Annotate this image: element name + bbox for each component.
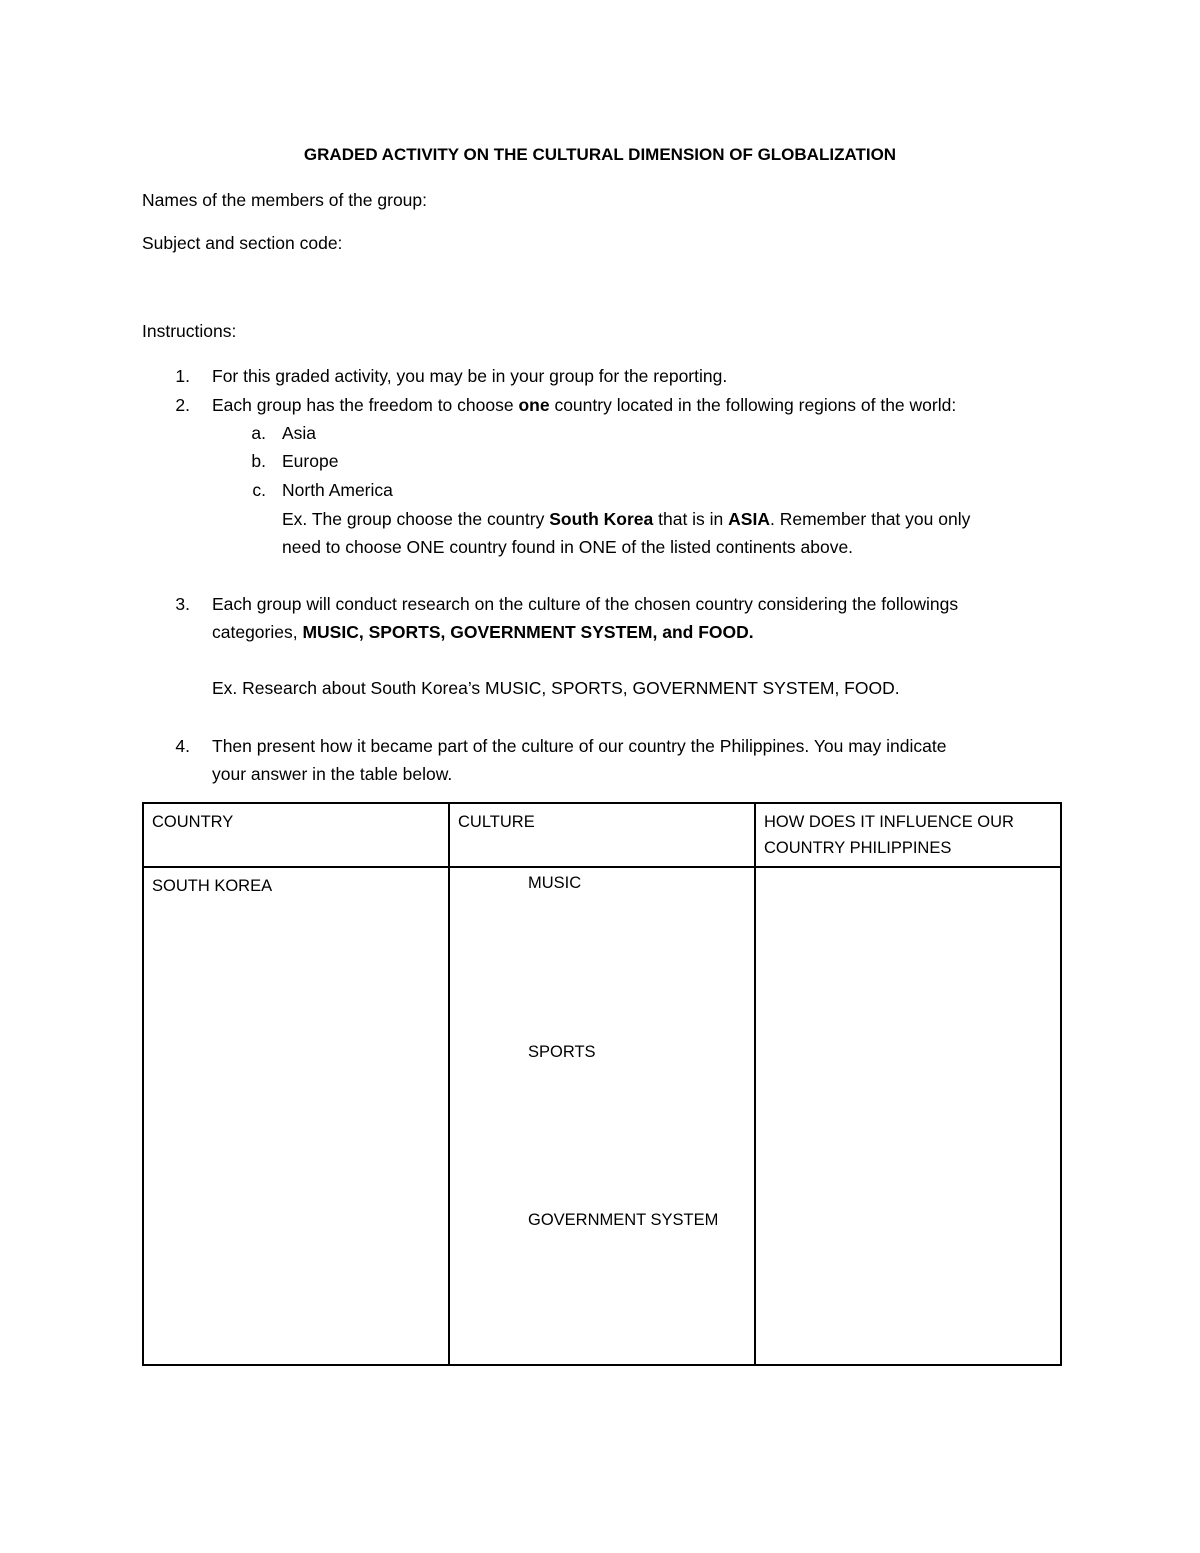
item-number: 1. xyxy=(175,366,190,386)
region-letter: a. xyxy=(251,423,266,443)
table-header-row xyxy=(143,803,1061,867)
subject-field-label: Subject and section code: xyxy=(142,233,343,253)
item-number: 3. xyxy=(175,594,190,614)
members-field-label: Names of the members of the group: xyxy=(142,190,427,210)
region-name: North America xyxy=(282,480,393,500)
item-text-line2: categories, MUSIC, SPORTS, GOVERNMENT SYSTEM, and FOOD. xyxy=(212,622,754,642)
item-text: Then present how it became part of the culture of our country the Philippines. You may indicate xyxy=(212,736,947,756)
culture-item-music: MUSIC xyxy=(528,874,582,892)
item-number: 2. xyxy=(175,395,190,415)
influence-cell xyxy=(755,867,1061,1365)
table-row xyxy=(143,867,1061,1365)
culture-item-government: GOVERNMENT SYSTEM xyxy=(528,1211,719,1229)
item-text: Each group has the freedom to choose one country located in the following regions of the world: xyxy=(212,395,957,415)
country-cell: SOUTH KOREA xyxy=(143,867,449,1365)
example-text: Ex. Research about South Korea’s MUSIC, SPORTS, GOVERNMENT SYSTEM, FOOD. xyxy=(212,678,900,698)
page-title: GRADED ACTIVITY ON THE CULTURAL DIMENSION OF GLOBALIZATION xyxy=(303,145,897,164)
culture-cell xyxy=(449,867,755,1365)
example-text-line2: need to choose ONE country found in ONE of the listed continents above. xyxy=(282,537,854,557)
region-name: Asia xyxy=(282,423,317,443)
instructions-heading: Instructions: xyxy=(142,321,237,341)
culture-item-sports: SPORTS xyxy=(528,1043,596,1061)
item-text: For this graded activity, you may be in your group for the reporting. xyxy=(212,366,728,386)
header-country: COUNTRY xyxy=(143,803,449,867)
item-text-line2: your answer in the table below. xyxy=(212,764,453,784)
example-text: Ex. The group choose the country South Korea that is in ASIA. Remember that you only xyxy=(282,509,971,529)
header-influence: HOW DOES IT INFLUENCE OUR COUNTRY PHILIPPINES xyxy=(755,803,1061,867)
region-letter: b. xyxy=(251,451,266,471)
region-name: Europe xyxy=(282,451,339,471)
item-number: 4. xyxy=(175,736,190,756)
header-culture: CULTURE xyxy=(449,803,755,867)
culture-table xyxy=(142,802,1062,1366)
region-letter: c. xyxy=(252,480,266,500)
item-text: Each group will conduct research on the culture of the chosen country considering the followings xyxy=(212,594,959,614)
